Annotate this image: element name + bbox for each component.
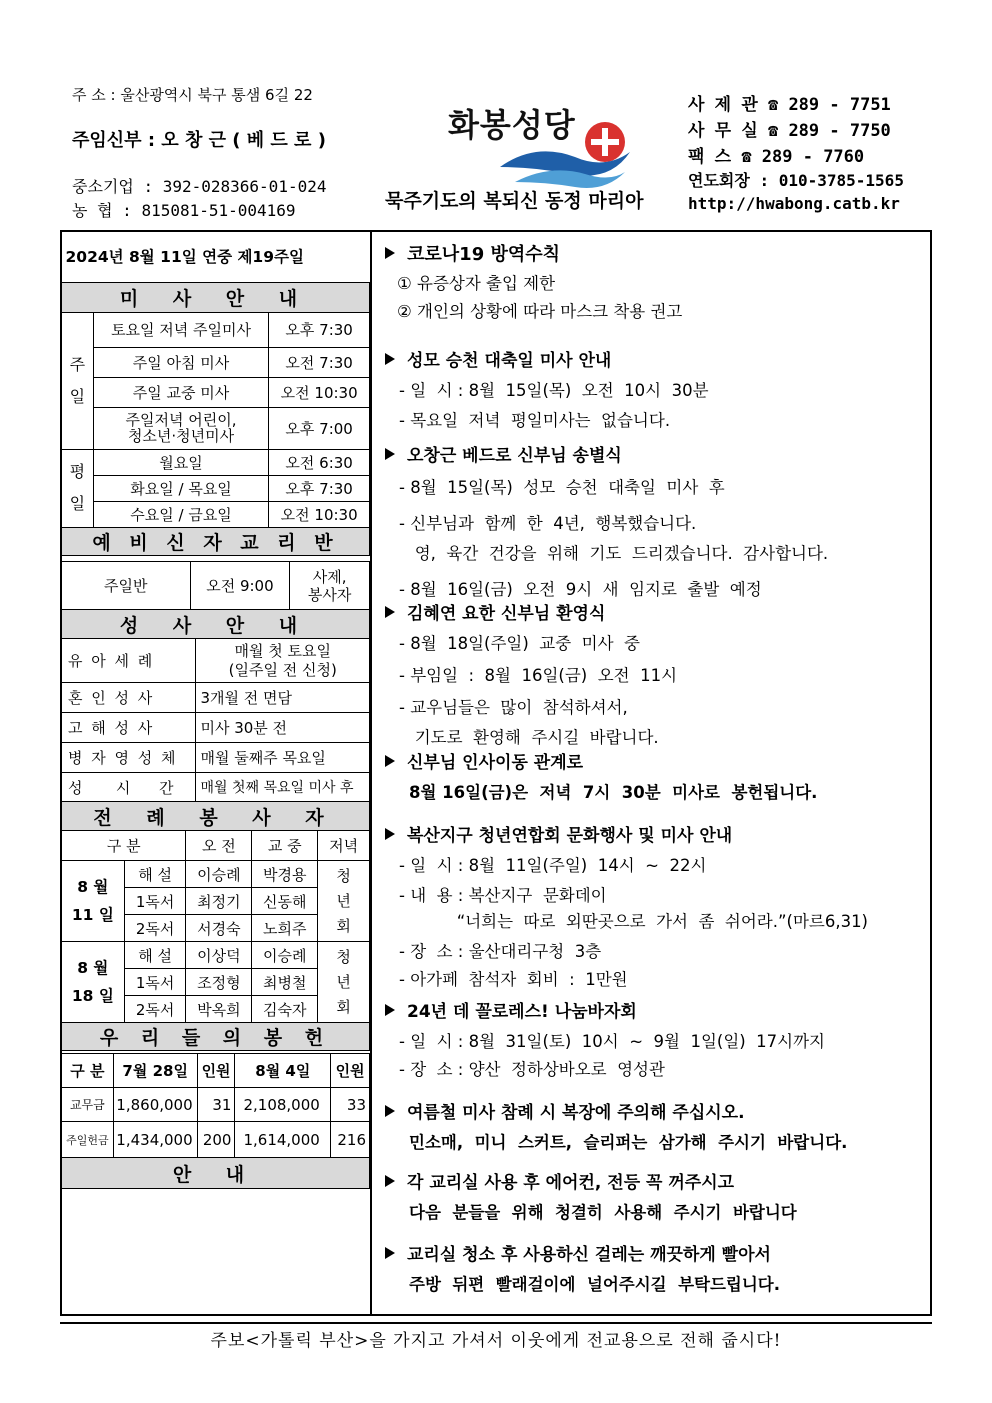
- sacrament-info: 매월 첫 토요일 (일주일 전 신청): [196, 639, 370, 683]
- weekday-label: 평 일: [62, 449, 94, 527]
- contact-office: 사 무 실 ☎ 289 - 7750: [688, 121, 891, 141]
- mass-title: 미 사 안 내: [62, 282, 370, 312]
- liturgy-header: 교 중: [252, 831, 318, 861]
- announcement: [385, 1098, 925, 1153]
- offering-count: 31: [197, 1088, 235, 1122]
- announcement-line: ① 유증상자 출입 제한: [397, 274, 556, 293]
- mass-name: 월요일: [93, 449, 269, 475]
- website-link[interactable]: http://hwabong.catb.kr: [688, 194, 900, 213]
- announcement: [385, 346, 925, 431]
- triangle-bullet-icon: [385, 1247, 395, 1259]
- notice-title: 안 내: [62, 1158, 370, 1189]
- triangle-bullet-icon: [385, 755, 395, 767]
- church-logo-icon: [495, 112, 640, 192]
- column-divider: [370, 230, 372, 1316]
- footer-divider: [60, 1322, 932, 1324]
- sacrament-name: 유 아 세 례: [62, 639, 196, 683]
- catechumen-time: 오전 9:00: [190, 562, 290, 610]
- announcement-line: - 목요일 저녁 평일미사는 없습니다.: [399, 411, 671, 430]
- mass-time: 오후 7:30: [269, 312, 370, 347]
- date-line: 2024년 8월 11일 연중 제19주일: [62, 231, 370, 282]
- sacrament-info: 매월 둘째주 목요일: [196, 743, 370, 773]
- announcement-title: 김혜연 요한 신부님 환영식: [407, 604, 606, 624]
- triangle-bullet-icon: [385, 448, 395, 460]
- sacrament-info: 3개월 전 면담: [196, 683, 370, 713]
- triangle-bullet-icon: [385, 1175, 395, 1187]
- announcement-line: 기도로 환영해 주시길 바랍니다.: [399, 728, 659, 747]
- address: 주 소 : 울산광역시 북구 통샘 6길 22: [72, 86, 313, 104]
- offering-amount: 1,860,000: [113, 1088, 197, 1122]
- liturgy-role: 2독서: [124, 915, 186, 942]
- liturgy-main: 신동해: [252, 888, 318, 915]
- mass-time: 오후 7:00: [269, 407, 370, 449]
- announcement: [385, 1168, 925, 1223]
- announcement-line: - 일 시 : 8월 11일(주일) 14시 ~ 22시: [399, 856, 707, 875]
- offering-header: 7월 28일: [113, 1054, 197, 1088]
- offering-amount: 1,434,000: [113, 1122, 197, 1158]
- announcement-line: - 장 소 : 울산대리구청 3층: [399, 942, 602, 961]
- announcement-line: ② 개인의 상황에 따라 마스크 착용 권고: [397, 302, 683, 321]
- liturgy-am: 서경숙: [186, 915, 252, 942]
- announcement: [385, 1240, 925, 1295]
- announcement: [385, 748, 925, 803]
- announcement-title: 오창근 베드로 신부님 송별식: [407, 446, 622, 466]
- sacrament-name: 성 시 간: [62, 773, 196, 802]
- announcement-line: 8월 16일(금)은 저녁 7시 30분 미사로 봉헌됩니다.: [409, 783, 818, 802]
- contact-president: 연도회장 : 010-3785-1565: [688, 171, 904, 190]
- mass-time: 오전 7:30: [269, 347, 370, 377]
- catechumen-table: [61, 561, 370, 639]
- announcement-line: - 부임일 : 8월 16일(금) 오전 11시: [399, 666, 678, 685]
- account-1: 중소기업 : 392-028366-01-024: [72, 177, 327, 196]
- offering-count: 33: [331, 1088, 370, 1122]
- announcement-line: - 아가페 참석자 회비 : 1만원: [399, 970, 628, 989]
- announcement-line: 영, 육간 건강을 위해 기도 드리겠습니다. 감사합니다.: [399, 544, 829, 563]
- liturgy-evening: 청 년 회: [318, 861, 370, 942]
- announcement-title: 교리실 청소 후 사용하신 걸레는 깨끗하게 빨아서: [407, 1245, 771, 1265]
- motto: 묵주기도의 복되신 동정 마리아: [385, 190, 644, 212]
- offering-amount: 2,108,000: [235, 1088, 331, 1122]
- announcement-line: 민소매, 미니 스커트, 슬리퍼는 삼가해 주시기 바랍니다.: [409, 1133, 848, 1152]
- contact-rectory: 사 제 관 ☎ 289 - 7751: [688, 95, 891, 115]
- announcement-line: - 일 시 : 8월 15일(목) 오전 10시 30분: [399, 381, 709, 400]
- triangle-bullet-icon: [385, 247, 395, 259]
- mass-name: 주일 아침 미사: [93, 347, 269, 377]
- announcement-title: 성모 승천 대축일 미사 안내: [407, 351, 612, 371]
- announcement-line: “너희는 따로 외딴곳으로 가서 좀 쉬어라.”(마르6,31): [399, 912, 868, 931]
- mass-time: 오후 7:30: [269, 475, 370, 501]
- mass-name: 토요일 저녁 주일미사: [93, 312, 269, 347]
- sacrament-name: 고 해 성 사: [62, 713, 196, 743]
- announcement: [385, 599, 925, 748]
- mass-name: 수요일 / 금요일: [93, 501, 269, 527]
- liturgy-am: 최정기: [186, 888, 252, 915]
- liturgy-main: 박경용: [252, 861, 318, 888]
- offering-header: 인원: [197, 1054, 235, 1088]
- triangle-bullet-icon: [385, 1105, 395, 1117]
- sacrament-info: 미사 30분 전: [196, 713, 370, 743]
- announcement-line: - 8월 15일(목) 성모 승천 대축일 미사 후: [399, 478, 725, 497]
- mass-name: 화요일 / 목요일: [93, 475, 269, 501]
- liturgy-evening: 청 년 회: [318, 942, 370, 1023]
- offering-table: [61, 1053, 370, 1189]
- announcement-line: - 일 시 : 8월 31일(토) 10시 ~ 9월 1일(일) 17시까지: [399, 1032, 825, 1051]
- triangle-bullet-icon: [385, 353, 395, 365]
- liturgy-table: [61, 830, 370, 1051]
- liturgy-role: 1독서: [124, 888, 186, 915]
- catechumen-teacher: 사제, 봉사자: [290, 562, 370, 610]
- mass-name: 주일 교중 미사: [93, 377, 269, 407]
- announcement-title: 신부님 인사이동 관계로: [407, 753, 584, 773]
- sacrament-name: 혼 인 성 사: [62, 683, 196, 713]
- announcement-title: 24년 데 꼴로레스! 나눔바자회: [407, 1002, 637, 1022]
- sacraments-title: 성 사 안 내: [62, 610, 370, 639]
- announcement: [385, 240, 925, 322]
- pastor: 주임신부 : 오 창 근 ( 베 드 로 ): [72, 130, 326, 151]
- liturgy-am: 조정형: [186, 969, 252, 996]
- liturgy-am: 이승례: [186, 861, 252, 888]
- catechumen-title: 예 비 신 자 교 리 반: [62, 527, 370, 555]
- liturgy-role: 2독서: [124, 996, 186, 1023]
- announcement-line: - 교우님들은 많이 참석하셔서,: [399, 698, 628, 717]
- liturgy-title: 전 례 봉 사 자: [62, 802, 370, 831]
- church-name: 화봉성당: [448, 106, 576, 144]
- announcement-line: - 신부님과 함께 한 4년, 행복했습니다.: [399, 514, 697, 533]
- liturgy-main: 노희주: [252, 915, 318, 942]
- liturgy-main: 김숙자: [252, 996, 318, 1023]
- announcement-line: - 8월 18일(주일) 교중 미사 중: [399, 634, 640, 653]
- offering-count: 216: [331, 1122, 370, 1158]
- mass-time: 오전 6:30: [269, 449, 370, 475]
- footer-text: 주보<가톨릭 부산>을 가지고 가셔서 이웃에게 전교용으로 전해 줍시다!: [210, 1331, 782, 1351]
- triangle-bullet-icon: [385, 1004, 395, 1016]
- liturgy-date: 8 월 18 일: [62, 942, 125, 1023]
- mass-time: 오전 10:30: [269, 501, 370, 527]
- account-2: 농 협 : 815081-51-004169: [72, 201, 296, 220]
- offering-count: 200: [197, 1122, 235, 1158]
- announcement: [385, 821, 925, 990]
- sacraments-table: [61, 638, 370, 831]
- catechumen-class: 주일반: [62, 562, 191, 610]
- mass-name: 주일저녁 어린이, 청소년‧청년미사: [93, 407, 269, 449]
- announcement-line: 주방 뒤편 빨래걸이에 널어주시길 부탁드립니다.: [409, 1275, 781, 1294]
- offering-header: 인원: [331, 1054, 370, 1088]
- liturgy-header: 구 분: [62, 831, 186, 861]
- offering-title: 우 리 들 의 봉 헌: [62, 1023, 370, 1051]
- liturgy-main: 최병철: [252, 969, 318, 996]
- left-tables: [61, 231, 370, 556]
- announcement-line: - 장 소 : 양산 정하상바오로 영성관: [399, 1060, 665, 1079]
- announcement-title: 복산지구 청년연합회 문화행사 및 미사 안내: [407, 826, 733, 846]
- liturgy-am: 박옥희: [186, 996, 252, 1023]
- sacrament-info: 매월 첫째 목요일 미사 후: [196, 773, 370, 802]
- announcement-title: 코로나19 방역수칙: [407, 244, 561, 265]
- liturgy-main: 이승례: [252, 942, 318, 969]
- announcement-title: 여름철 미사 참례 시 복장에 주의해 주십시오.: [407, 1103, 745, 1123]
- announcement-title: 각 교리실 사용 후 에어컨, 전등 꼭 꺼주시고: [407, 1173, 735, 1193]
- contact-fax: 팩 스 ☎ 289 - 7760: [688, 147, 865, 167]
- mass-time: 오전 10:30: [269, 377, 370, 407]
- liturgy-role: 1독서: [124, 969, 186, 996]
- liturgy-am: 이상덕: [186, 942, 252, 969]
- offering-header: 구 분: [62, 1054, 114, 1088]
- liturgy-role: 해 설: [124, 942, 186, 969]
- liturgy-role: 해 설: [124, 861, 186, 888]
- liturgy-date: 8 월 11 일: [62, 861, 125, 942]
- sunday-label: 주 일: [62, 312, 94, 449]
- liturgy-header: 오 전: [186, 831, 252, 861]
- offering-amount: 1,614,000: [235, 1122, 331, 1158]
- offering-label: 주일헌금: [62, 1122, 114, 1158]
- announcement: [385, 441, 925, 600]
- triangle-bullet-icon: [385, 828, 395, 840]
- announcement-line: - 내 용 : 복산지구 문화데이: [399, 886, 607, 905]
- liturgy-header: 저녁: [318, 831, 370, 861]
- sacrament-name: 병 자 영 성 체: [62, 743, 196, 773]
- offering-header: 8월 4일: [235, 1054, 331, 1088]
- announcement: [385, 997, 925, 1080]
- offering-label: 교무금: [62, 1088, 114, 1122]
- triangle-bullet-icon: [385, 606, 395, 618]
- announcement-line: 다음 분들을 위해 청결히 사용해 주시기 바랍니다: [409, 1203, 797, 1222]
- announcement-line: - 8월 16일(금) 오전 9시 새 임지로 출발 예정: [399, 580, 762, 599]
